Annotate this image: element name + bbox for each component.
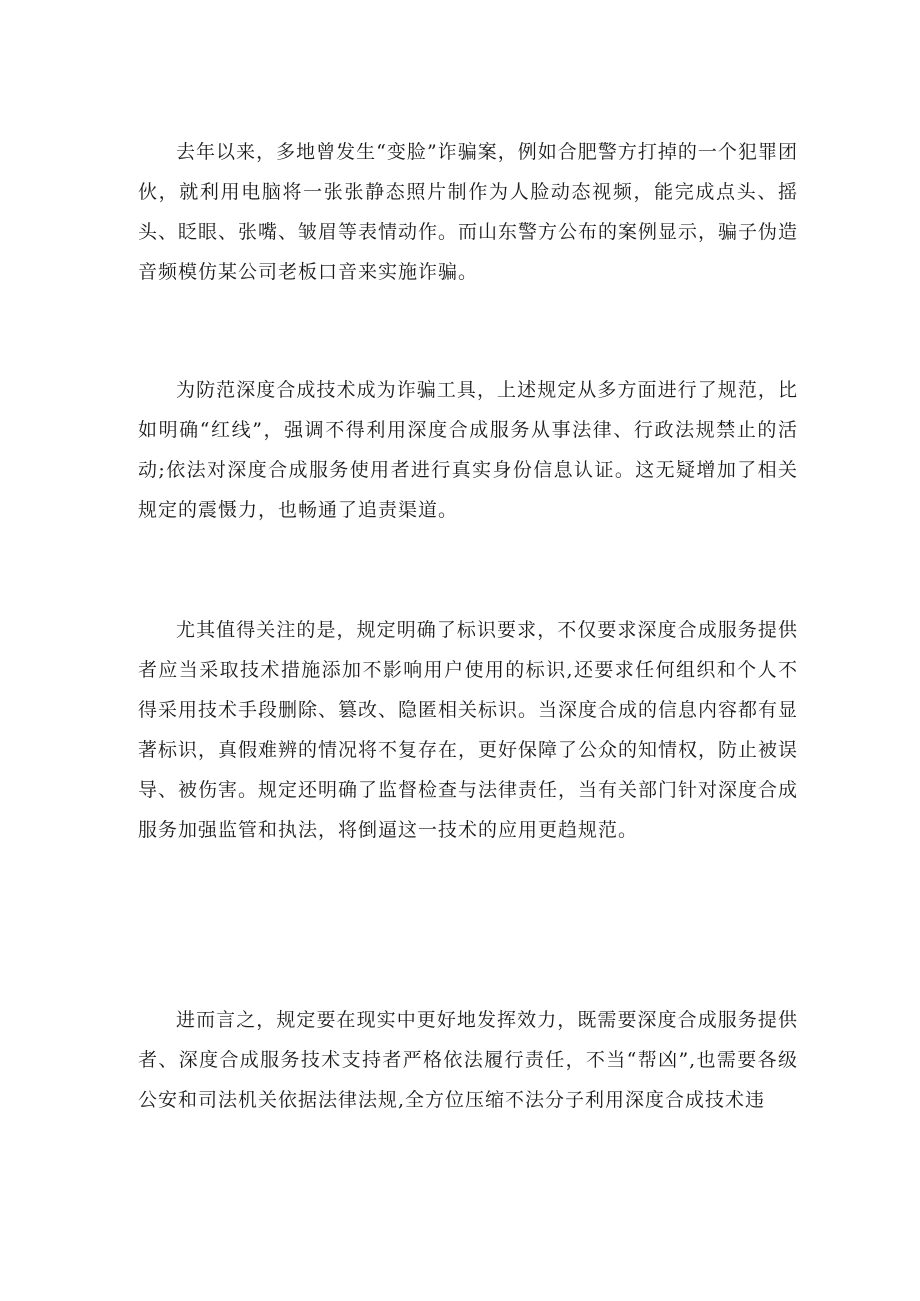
paragraph-4: 进而言之，规定要在现实中更好地发挥效力，既需要深度合成服务提供者、深度合成服务技术支持者严格依法履行责任，不当“帮凶”,也需要各级公安和司法机关依据法律法规,全方位压缩不法分子利用深度合成技术违: [138, 1009, 798, 1111]
paragraph-3: 尤其值得关注的是，规定明确了标识要求，不仅要求深度合成服务提供者应当采取技术措施添加不影响用户使用的标识,还要求任何组织和个人不得采用技术手段删除、篡改、隐匿相关标识。当深度合成的信息内容都有显著标识，真假难辨的情况将不复存在，更好保障了公众的知情权，防止被误导、被伤害。规定还明确了监督检查与法律责任，当有关部门针对深度合成服务加强监管和执法，将倒逼这一技术的应用更趋规范。: [138, 619, 799, 841]
paragraph-1: 去年以来，多地曾发生“变脸”诈骗案，例如合肥警方打掉的一个犯罪团伙，就利用电脑将一张张静态照片制作为人脸动态视频，能完成点头、摇头、眨眼、张嘴、皱眉等表情动作。而山东警方公布的案例显示，骗子伪造音频模仿某公司老板口音来实施诈骗。: [138, 141, 799, 283]
paragraph-2: 为防范深度合成技术成为诈骗工具，上述规定从多方面进行了规范，比如明确“红线”，强调不得利用深度合成服务从事法律、行政法规禁止的活动;依法对深度合成服务使用者进行真实身份信息认证。这无疑增加了相关规定的震慑力，也畅通了追责渠道。: [138, 379, 798, 521]
